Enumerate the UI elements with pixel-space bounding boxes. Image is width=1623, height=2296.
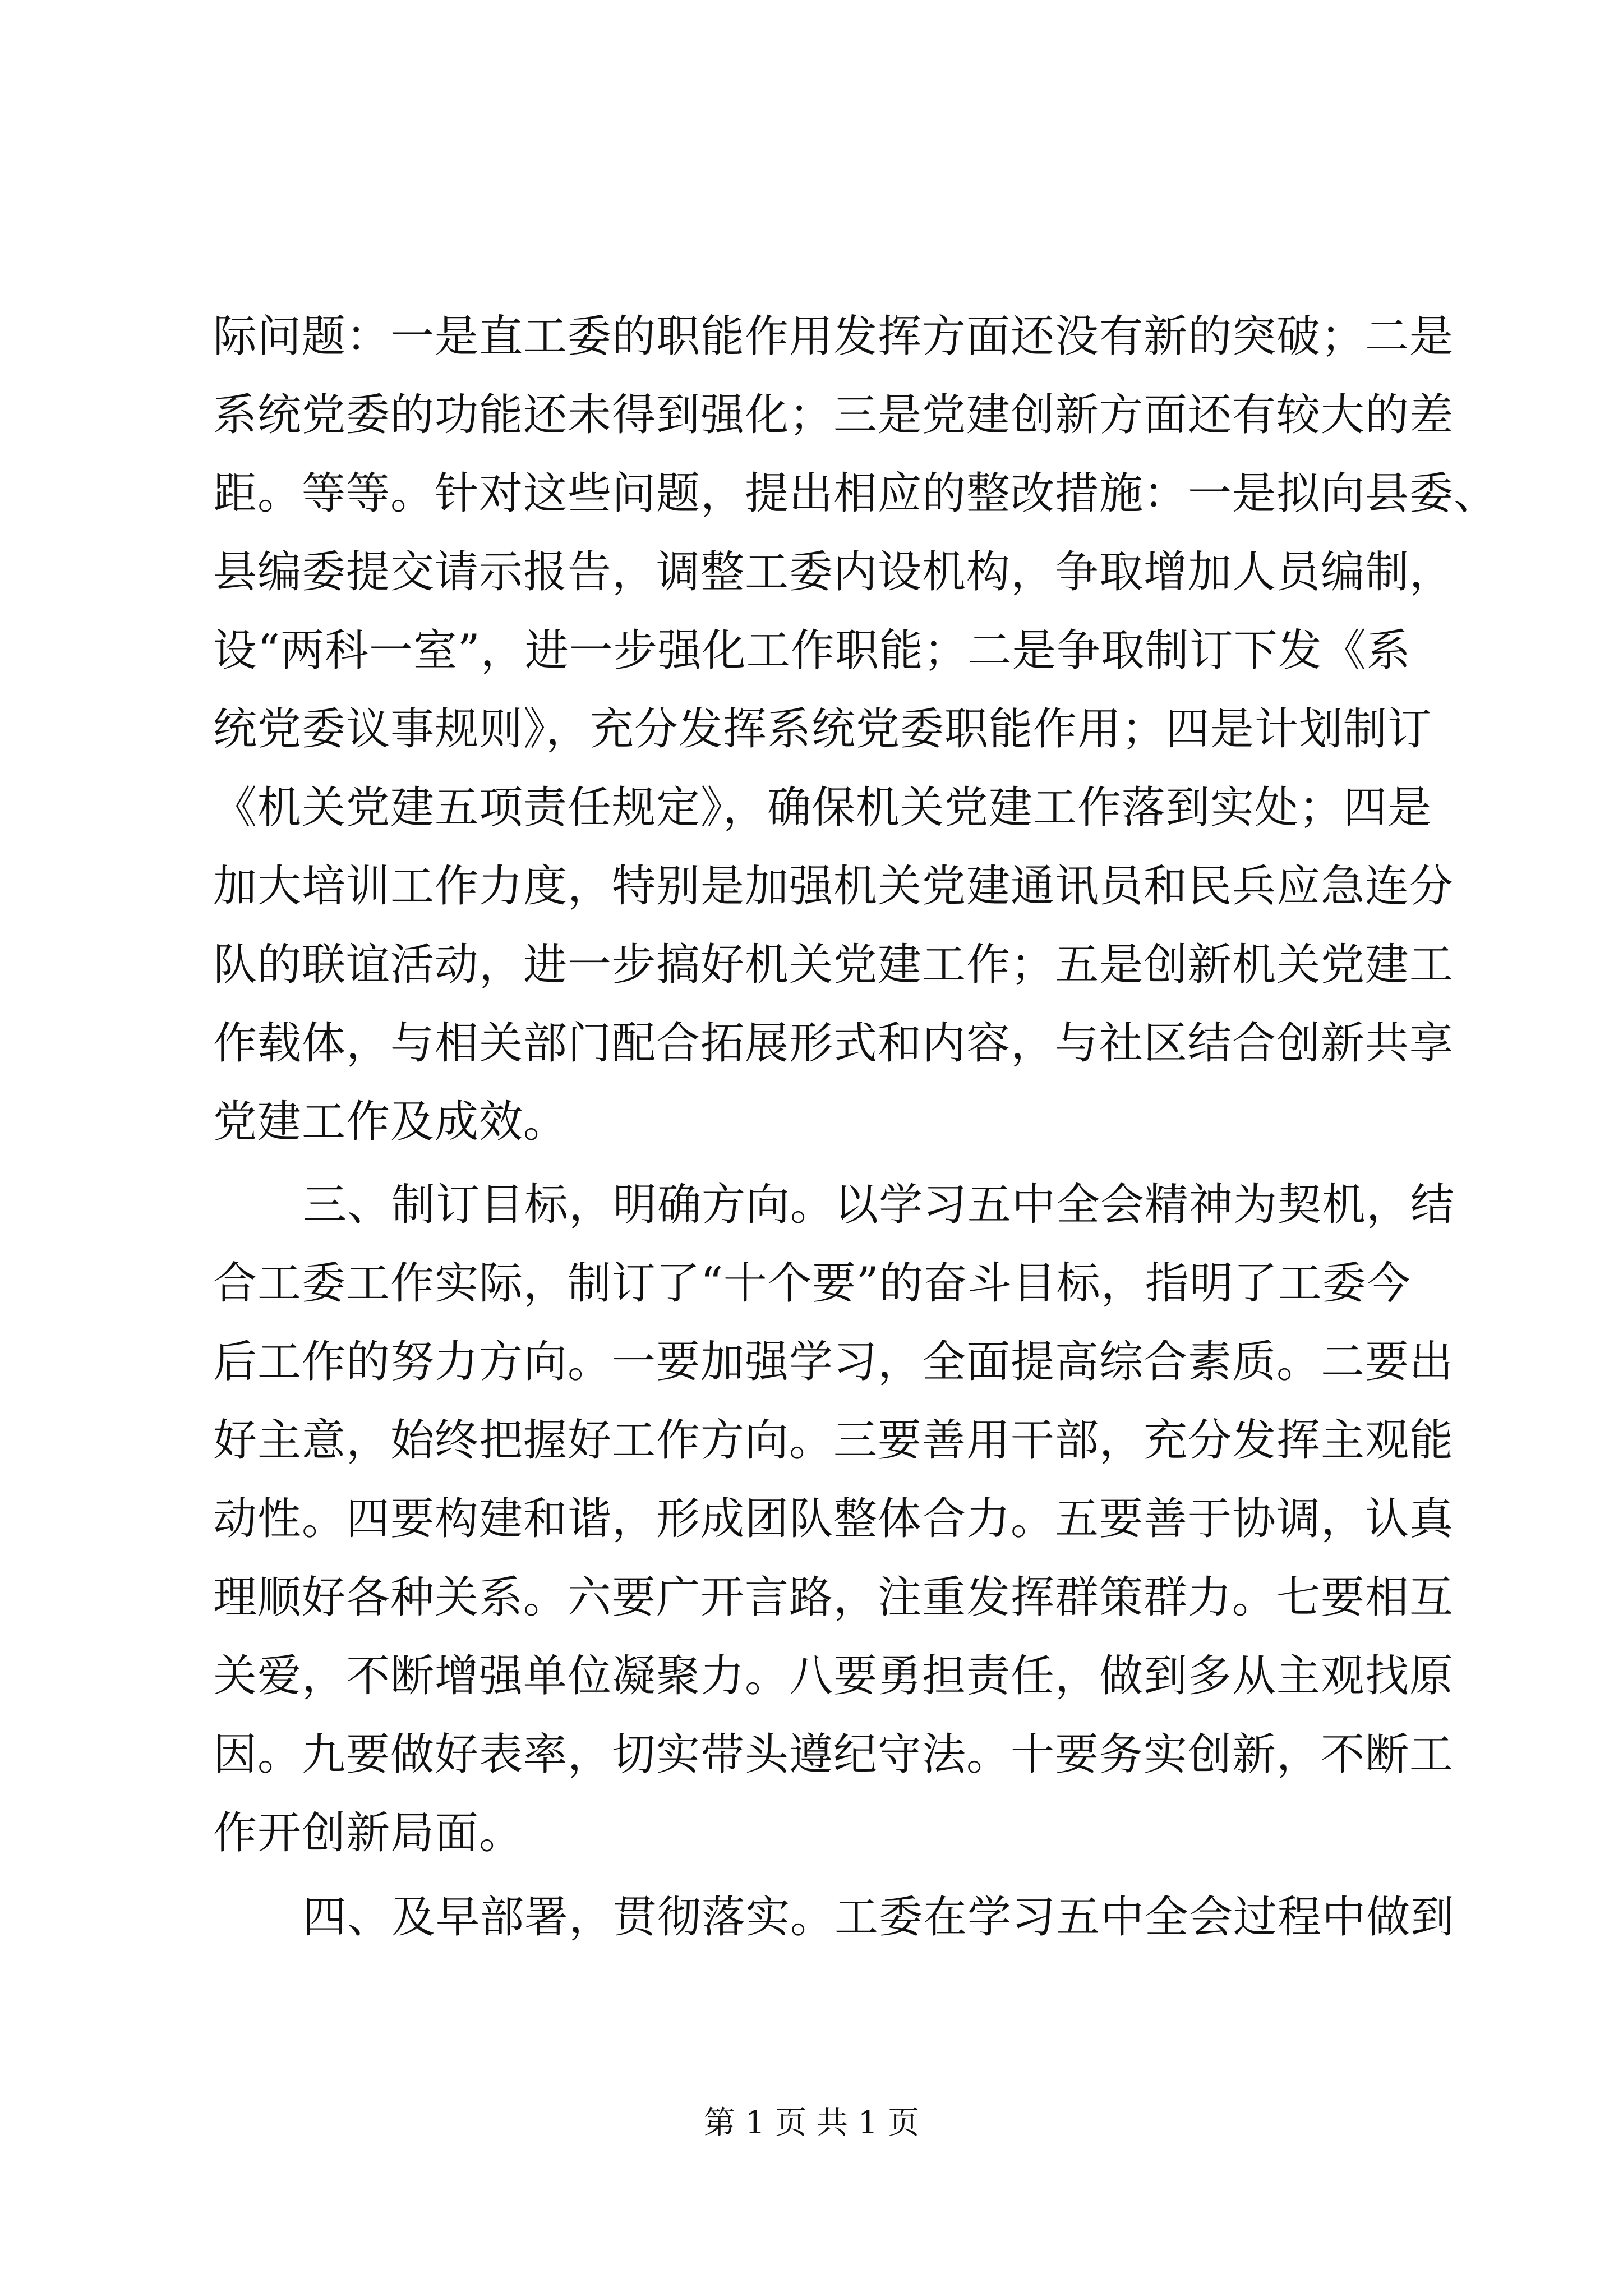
- text-line-15: 好主意，始终把握好工作方向。三要善用干部，充分发挥主观能: [213, 1415, 1454, 1466]
- text-line-7: 《机关党建五项责任规定》，确保机关党建工作落到实处；四是: [213, 783, 1432, 833]
- text-line-1: 际问题：一是直工委的职能作用发挥方面还没有新的突破；二是: [213, 311, 1454, 362]
- text-line-9: 队的联谊活动，进一步搞好机关党建工作；五是创新机关党建工: [213, 940, 1454, 990]
- text-line-10: 作载体，与相关部门配合拓展形式和内容，与社区结合创新共享: [213, 1018, 1454, 1069]
- text-line-16: 动性。四要构建和谐，形成团队整体合力。五要善于协调，认真: [213, 1494, 1454, 1544]
- text-line-20: 作开创新局面。: [213, 1808, 524, 1858]
- text-line-18: 关爱，不断增强单位凝聚力。八要勇担责任，做到多从主观找原: [213, 1651, 1454, 1701]
- page-footer: 第 1 页 共 1 页: [703, 2105, 920, 2141]
- text-line-13: 合工委工作实际，制订了“十个要”的奋斗目标，指明了工委今: [213, 1258, 1411, 1309]
- text-line-5: 设“两科一室”，进一步强化工作职能；二是争取制订下发《系: [213, 625, 1411, 676]
- text-line-8: 加大培训工作力度，特别是加强机关党建通讯员和民兵应急连分: [213, 861, 1454, 912]
- paragraph-4-heading-line: 四、及早部署，贯彻落实。工委在学习五中全会过程中做到: [303, 1892, 1455, 1943]
- text-line-6: 统党委议事规则》，充分发挥系统党委职能作用；四是计划制订: [213, 704, 1432, 754]
- text-line-11: 党建工作及成效。: [213, 1097, 568, 1147]
- text-line-17: 理顺好各种关系。六要广开言路，注重发挥群策群力。七要相互: [213, 1572, 1454, 1623]
- text-line-2: 系统党委的功能还未得到强化；三是党建创新方面还有较大的差: [213, 390, 1454, 440]
- text-line-3: 距。等等。针对这些问题，提出相应的整改措施：一是拟向县委、: [213, 468, 1498, 519]
- text-line-19: 因。九要做好表率，切实带头遵纪守法。十要务实创新，不断工: [213, 1729, 1454, 1780]
- text-line-4: 县编委提交请示报告，调整工委内设机构，争取增加人员编制，: [213, 547, 1454, 597]
- text-line-14: 后工作的努力方向。一要加强学习，全面提高综合素质。二要出: [213, 1337, 1454, 1387]
- paragraph-3-heading-line: 三、制订目标，明确方向。以学习五中全会精神为契机，结: [303, 1180, 1455, 1230]
